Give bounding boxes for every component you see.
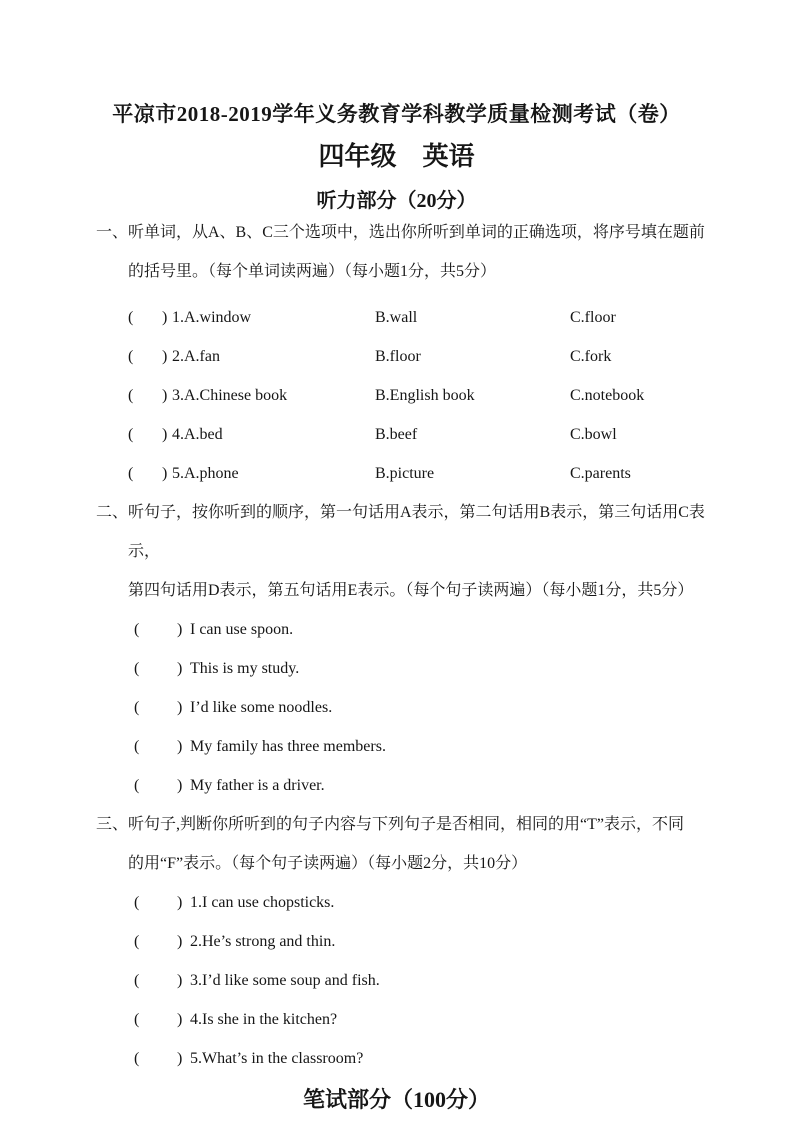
- tf-sentence-text: 2.He’s strong and thin.: [190, 933, 336, 950]
- section2-intro: [96, 493, 735, 610]
- sentence-row-1: [0, 610, 793, 649]
- sentence-row-5: [0, 766, 793, 805]
- section2-items: [0, 610, 793, 805]
- answer-bracket-close: ): [162, 348, 168, 365]
- answer-bracket-open: (: [128, 426, 134, 443]
- answer-bracket-open: (: [134, 1050, 140, 1067]
- section3-items: [0, 883, 793, 1078]
- option-b: B.English book: [375, 387, 475, 404]
- section3-intro-line1: 三、听句子,判断你所听到的句子内容与下列句子是否相同，相同的用“T”表示，不同: [96, 816, 684, 833]
- answer-bracket-open: (: [128, 348, 134, 365]
- option-c: C.fork: [570, 348, 612, 365]
- option-a: 3.A.Chinese book: [172, 387, 288, 404]
- answer-bracket-open: (: [128, 387, 134, 404]
- answer-bracket-close: ): [177, 1011, 183, 1028]
- choice-row-5: [0, 454, 793, 493]
- option-b: B.wall: [375, 309, 418, 326]
- answer-bracket-close: ): [177, 699, 183, 716]
- option-b: B.floor: [375, 348, 421, 365]
- option-c: C.parents: [570, 465, 631, 482]
- answer-bracket-close: ): [177, 738, 183, 755]
- section2-intro-line1: 二、听句子，按你听到的顺序，第一句话用A表示，第二句话用B表示，第三句话用C表示，: [96, 504, 705, 560]
- answer-bracket-open: (: [134, 933, 140, 950]
- answer-bracket-close: ): [162, 309, 168, 326]
- sentence-text: I can use spoon.: [190, 621, 294, 638]
- answer-bracket-open: (: [128, 309, 134, 326]
- sentence-text: My father is a driver.: [190, 777, 325, 794]
- option-a: 2.A.fan: [172, 348, 220, 365]
- answer-bracket-open: (: [134, 894, 140, 911]
- answer-bracket-close: ): [177, 1050, 183, 1067]
- section1-items: [0, 298, 793, 493]
- sentence-row-3: [0, 688, 793, 727]
- sentence-text: My family has three members.: [190, 738, 386, 755]
- grade-subject-title: 四年级 英语: [318, 142, 475, 171]
- option-b: B.picture: [375, 465, 435, 482]
- sentence-text: I’d like some noodles.: [190, 699, 333, 716]
- answer-bracket-open: (: [134, 738, 140, 755]
- tf-row-2: [0, 922, 793, 961]
- listening-part-header: 听力部分（20分）: [316, 190, 477, 212]
- answer-bracket-open: (: [134, 699, 140, 716]
- section2-intro-line2: 第四句话用D表示，第五句话用E表示。（每个句子读两遍）（每小题1分，共5分）: [128, 582, 694, 599]
- answer-bracket-close: ): [162, 465, 168, 482]
- choice-row-3: [0, 376, 793, 415]
- option-a: 1.A.window: [172, 309, 252, 326]
- answer-bracket-close: ): [177, 972, 183, 989]
- option-a: 4.A.bed: [172, 426, 223, 443]
- tf-sentence-text: 4.Is she in the kitchen?: [190, 1011, 338, 1028]
- answer-bracket-open: (: [134, 972, 140, 989]
- option-a: 5.A.phone: [172, 465, 239, 482]
- tf-row-5: [0, 1039, 793, 1078]
- tf-row-3: [0, 961, 793, 1000]
- written-part-header: 笔试部分（100分）: [302, 1087, 490, 1112]
- choice-row-2: [0, 337, 793, 376]
- option-c: C.bowl: [570, 426, 617, 443]
- tf-row-4: [0, 1000, 793, 1039]
- sentence-text: This is my study.: [190, 660, 300, 677]
- answer-bracket-close: ): [177, 933, 183, 950]
- answer-bracket-close: ): [177, 777, 183, 794]
- answer-bracket-close: ): [177, 621, 183, 638]
- choice-row-1: [0, 298, 793, 337]
- exam-title: 平凉市2018-2019学年义务教育学科教学质量检测考试（卷）: [112, 102, 681, 126]
- section1-intro-line1: 一、听单词，从A、B、C三个选项中，选出你所听到单词的正确选项，将序号填在题前: [96, 224, 705, 241]
- answer-bracket-open: (: [134, 621, 140, 638]
- answer-bracket-open: (: [128, 465, 134, 482]
- option-c: C.notebook: [570, 387, 645, 404]
- choice-row-4: [0, 415, 793, 454]
- sentence-row-2: [0, 649, 793, 688]
- answer-bracket-close: ): [177, 894, 183, 911]
- answer-bracket-close: ): [162, 426, 168, 443]
- tf-row-1: [0, 883, 793, 922]
- answer-bracket-open: (: [134, 1011, 140, 1028]
- answer-bracket-open: (: [134, 660, 140, 677]
- section3-intro: [96, 805, 735, 883]
- tf-sentence-text: 5.What’s in the classroom?: [190, 1050, 364, 1067]
- section1-intro: [96, 213, 735, 291]
- option-b: B.beef: [375, 426, 418, 443]
- tf-sentence-text: 1.I can use chopsticks.: [190, 894, 335, 911]
- section3-intro-line2: 的用“F”表示。（每个句子读两遍）（每小题2分，共10分）: [128, 855, 528, 872]
- section1-intro-line2: 的括号里。（每个单词读两遍）（每小题1分，共5分）: [128, 263, 497, 280]
- tf-sentence-text: 3.I’d like some soup and fish.: [190, 972, 380, 989]
- answer-bracket-open: (: [134, 777, 140, 794]
- option-c: C.floor: [570, 309, 616, 326]
- answer-bracket-close: ): [177, 660, 183, 677]
- sentence-row-4: [0, 727, 793, 766]
- answer-bracket-close: ): [162, 387, 168, 404]
